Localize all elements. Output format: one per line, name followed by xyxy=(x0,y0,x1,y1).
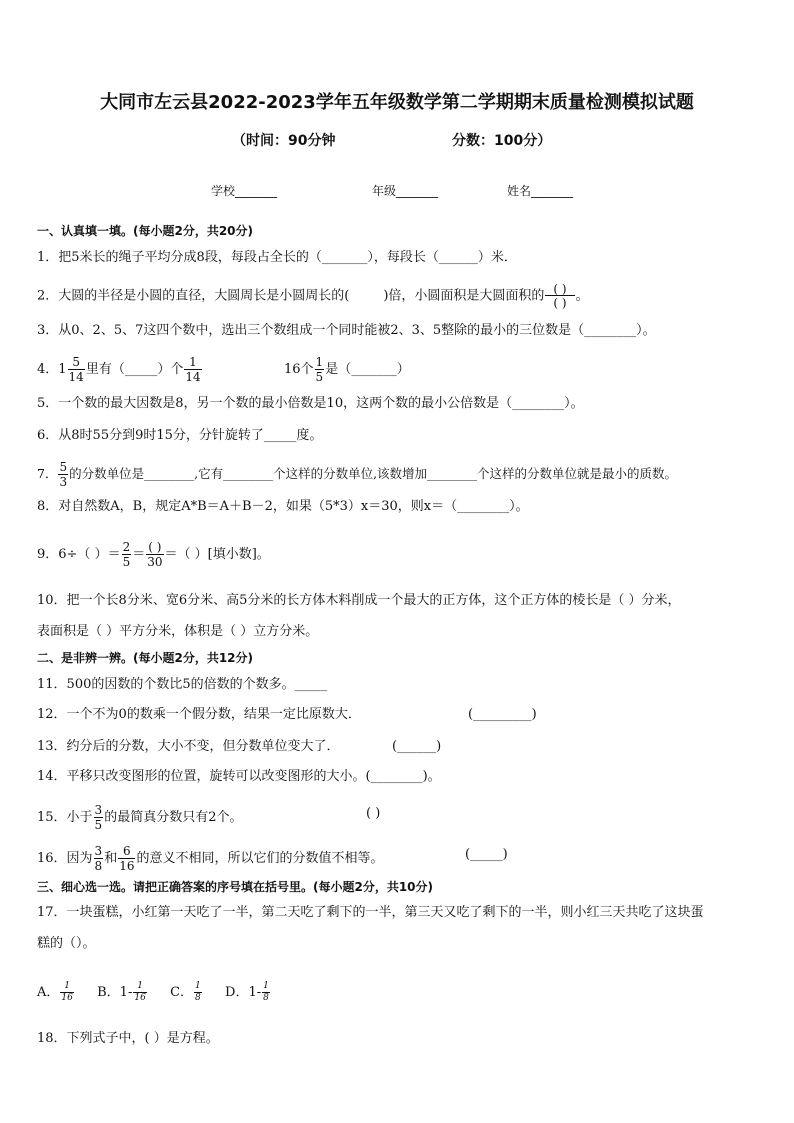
name-field[interactable]: 姓名_______ xyxy=(507,184,574,198)
question-6: 6．从8时55分到9时15分，分针旋转了_____度。 xyxy=(37,428,323,443)
question-17-options xyxy=(37,982,271,1003)
question-17-line-1: 17．一块蛋糕，小红第一天吃了一半，第二天吃了剩下的一半，第三天又吃了剩下的一半，则小红三天共吃了这块蛋 xyxy=(37,905,704,920)
question-2-text-b: )倍，小圆面积是大圆面积的 xyxy=(383,288,545,304)
fraction-denominator: 8 xyxy=(263,993,269,1003)
fraction-numerator: 5 xyxy=(59,460,68,474)
option-c-label: C． xyxy=(170,985,194,1000)
fraction-denominator: 14 xyxy=(185,370,201,384)
option-a-label: A． xyxy=(37,985,60,1000)
question-10-line-2: 表面积是（ ）平方分米，体积是（ ）立方分米。 xyxy=(37,624,319,639)
question-17-line-2: 糕的（）。 xyxy=(37,936,96,951)
score-label: 分数：100分） xyxy=(452,133,552,149)
fraction-denominator: 8 xyxy=(94,859,103,873)
fraction-numerator: 3 xyxy=(94,803,103,817)
option-c[interactable] xyxy=(170,981,203,1003)
question-4-text-a: 4．1 xyxy=(37,362,67,377)
fraction-denominator: 3 xyxy=(59,475,68,489)
fraction-1-14 xyxy=(184,356,201,383)
option-a-fraction xyxy=(60,982,73,1003)
question-16-answer[interactable]: (_____) xyxy=(465,847,508,862)
time-label: （时间：90分钟 xyxy=(232,133,336,149)
question-16-text-b: 和 xyxy=(104,851,118,866)
question-16-text-a: 16．因为 xyxy=(37,851,93,866)
fraction-numerator: 5 xyxy=(68,356,85,370)
fraction-numerator: 3 xyxy=(94,844,103,858)
fraction-numerator: ( ) xyxy=(545,283,574,296)
fraction-denominator: 30 xyxy=(147,555,163,569)
question-12-answer[interactable]: (_________) xyxy=(468,707,537,722)
fraction-1-5 xyxy=(315,356,325,383)
question-2-fraction xyxy=(545,283,574,309)
fraction-denominator: 16 xyxy=(61,993,73,1003)
question-15-answer[interactable]: ( ) xyxy=(366,806,381,821)
fraction-2-5 xyxy=(122,541,132,568)
question-9-text-a: 9．6÷（ ）＝ xyxy=(37,547,121,562)
option-a[interactable] xyxy=(37,981,75,1003)
question-2-text-a: 2．大圆的半径是小圆的直径，大圆周长是小圆周长的( xyxy=(37,288,350,304)
fraction-numerator: 1 xyxy=(60,982,73,993)
question-16 xyxy=(37,845,384,872)
question-10-line-1: 10．把一个长8分米、宽6分米、高5分米的长方体木料削成一个最大的正方体，这个正方体的棱长是（ ）分米， xyxy=(37,593,681,608)
fraction-numerator: 1 xyxy=(315,355,324,369)
fraction-denominator: ( ) xyxy=(553,296,567,310)
question-18: 18．下列式子中，( ）是方程。 xyxy=(37,1031,219,1046)
question-16-text-c: 的意义不相同，所以它们的分数值不相等。 xyxy=(136,851,384,866)
page-title: 大同市左云县2022-2023学年五年级数学第二学期期末质量检测模拟试题 xyxy=(100,92,694,113)
fraction-denominator: 8 xyxy=(195,993,201,1003)
question-2-end: 。 xyxy=(575,288,589,304)
fraction-5-14 xyxy=(68,356,85,383)
section-heading-fill: 一、认真填一填。(每小题2分，共20分) xyxy=(37,224,254,238)
option-d-label: D．1- xyxy=(225,985,262,1000)
option-b-fraction xyxy=(133,982,146,1003)
question-5: 5．一个数的最大因数是8，另一个数的最小倍数是10，这两个数的最小公倍数是（________）。 xyxy=(37,396,584,411)
question-15 xyxy=(37,804,242,831)
question-9-text-c: ＝（ ）[填小数]。 xyxy=(164,547,270,562)
fraction-numerator: ( ) xyxy=(146,541,163,555)
fraction-numerator: 1 xyxy=(133,982,146,993)
question-2 xyxy=(37,283,589,309)
section-heading-choice: 三、细心选一选。请把正确答案的序号填在括号里。(每小题2分，共10分) xyxy=(37,880,434,894)
question-13-answer[interactable]: (______) xyxy=(392,739,442,754)
option-b-label: B．1- xyxy=(97,985,133,1000)
question-4-text-d: 是（_______） xyxy=(325,362,410,377)
question-12: 12．一个不为0的数乘一个假分数，结果一定比原数大． xyxy=(37,707,361,722)
fraction-numerator: 2 xyxy=(122,540,131,554)
question-4-text-c: 16个 xyxy=(284,362,314,377)
question-7-text-a: 7． xyxy=(37,466,58,481)
question-13: 13．约分后的分数，大小不变，但分数单位变大了． xyxy=(37,739,340,754)
fraction-denominator: 16 xyxy=(134,993,146,1003)
question-14: 14．平移只改变图形的位置，旋转可以改变图形的大小。(________)。 xyxy=(37,769,441,784)
fraction-denominator: 16 xyxy=(119,859,135,873)
fraction-denominator: 14 xyxy=(68,370,84,384)
fraction-numerator: 1 xyxy=(184,356,201,370)
option-d[interactable] xyxy=(225,981,271,1003)
question-7-text-b: 的分数单位是________,它有________个这样的分数单位,该数增加________个这样的分数单位就是最小的质数。 xyxy=(69,466,678,481)
fraction-3-8 xyxy=(94,845,104,872)
fraction-denominator: 5 xyxy=(122,555,131,569)
fraction-5-3 xyxy=(58,461,68,488)
question-1: 1．把5米长的绳子平均分成8段，每段占全长的（_______），每段长（______）米． xyxy=(37,250,517,265)
question-4-part-2 xyxy=(284,356,410,383)
school-field[interactable]: 学校_______ xyxy=(211,184,278,198)
question-8: 8．对自然数A，B，规定A*B＝A＋B－2，如果（5*3）x＝30，则x＝（________）。 xyxy=(37,499,529,514)
fraction-denominator: 5 xyxy=(94,818,103,832)
fraction-3-5 xyxy=(94,804,104,831)
option-b[interactable] xyxy=(97,981,148,1003)
question-11: 11．500的因数的个数比5的倍数的个数多。_____ xyxy=(37,677,328,692)
fraction-numerator: 1 xyxy=(195,981,201,991)
question-4-text-b: 里有（_____）个 xyxy=(85,362,184,377)
question-15-text-b: 的最简真分数只有2个。 xyxy=(104,810,243,825)
option-c-fraction xyxy=(194,982,202,1003)
fraction-numerator: 6 xyxy=(118,845,135,859)
fraction-denominator: 5 xyxy=(315,370,324,384)
grade-field[interactable]: 年级_______ xyxy=(372,184,439,198)
fraction-6-16 xyxy=(118,845,135,872)
question-3: 3．从0、2、5、7这四个数中，选出三个数组成一个同时能被2、3、5整除的最小的三位数是（________）。 xyxy=(37,323,656,338)
question-4 xyxy=(37,356,203,383)
fraction-blank-30 xyxy=(146,541,163,568)
question-7 xyxy=(37,461,677,488)
fraction-numerator: 1 xyxy=(263,981,269,991)
question-9 xyxy=(37,541,270,568)
section-heading-judge: 二、是非辨一辨。(每小题2分，共12分) xyxy=(37,651,254,665)
question-9-text-b: ＝ xyxy=(132,547,146,562)
question-15-text-a: 15．小于 xyxy=(37,810,93,825)
option-d-fraction xyxy=(262,982,270,1003)
